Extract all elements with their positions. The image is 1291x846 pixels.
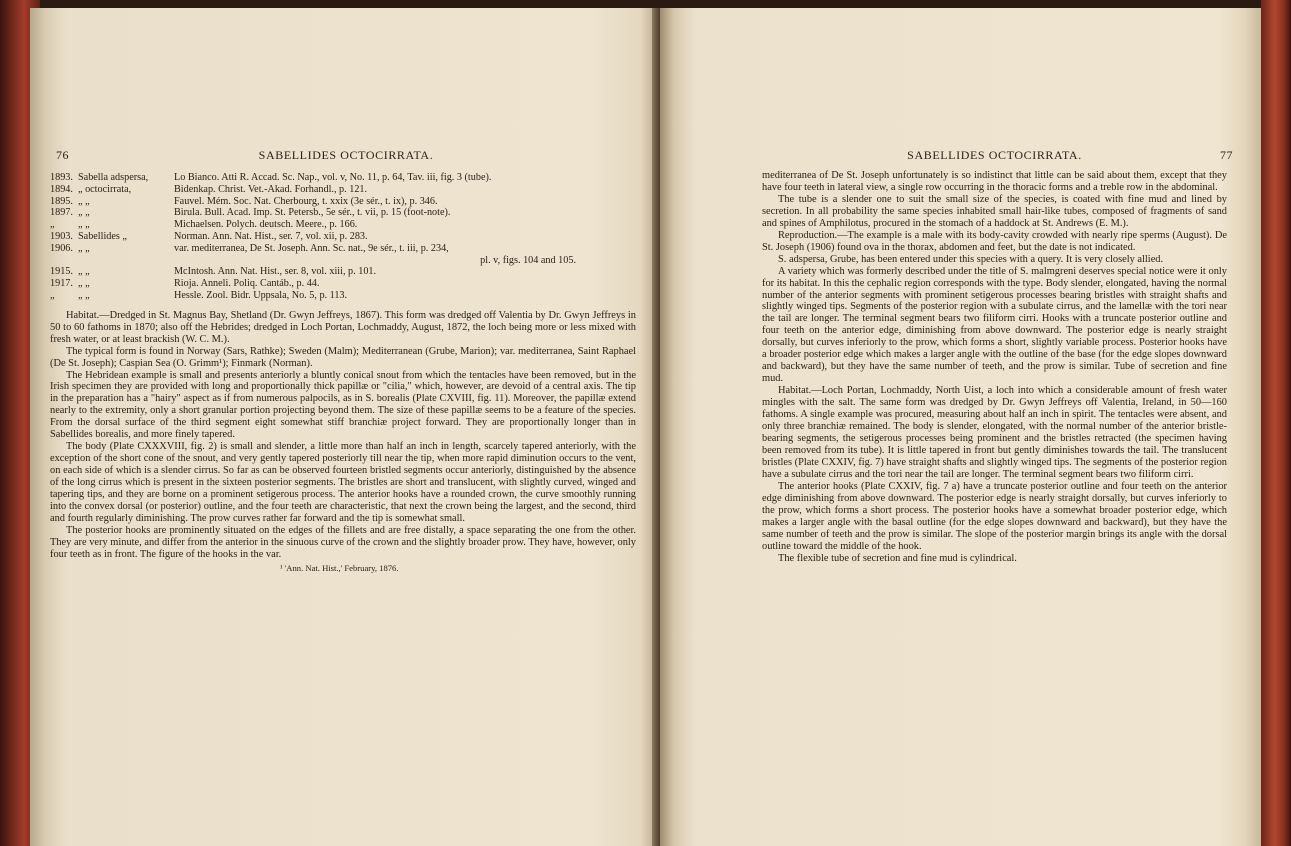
paragraph: The Hebridean example is small and presents anteriorly a bluntly conical snout from which the tentacles have been removed, but in the Irish specimen they are provided with long and proportionally thick papillæ or "cilia," which, however, are devoid of a central axis. The tip in the preparation has a "hairy" aspect as if from numerous palpocils, as in S. borealis (Plate CXVIII, fig. 11). Moreover, the papillæ extend nearly to the extremity, only a short granular portion projecting beyond them. The size of these papillæ seems to be a feature of the species. From the dorsal surface of the third segment eight somewhat stiff branchiæ project forward. They are proportionally longer than in Sabellides borealis, and more finely tapered. [50, 369, 636, 441]
footnote: ¹ 'Ann. Nat. Hist.,' February, 1876. [280, 562, 399, 573]
synonymy-entry: pl. v, figs. 104 and 105. [480, 254, 576, 266]
synonymy-entry: 1893. Sabella adspersa, Lo Bianco. Atti R. Accad. Sc. Nap., vol. v, No. 11, p. 64, Tav. iii, fig. 3 (tube). [50, 172, 492, 183]
synonymy-entry: 1915. „ „ McIntosh. Ann. Nat. Hist., ser. 8, vol. xiii, p. 101. [50, 266, 377, 278]
paragraph: S. adspersa, Grube, has been entered under this species with a query. It is very closely allied. [778, 253, 1164, 265]
right-page [660, 8, 1261, 846]
synonymy-list [50, 172, 636, 302]
left-page [30, 8, 660, 846]
running-title: SABELLIDES OCTOCIRRATA. [907, 148, 1082, 162]
synonymy-entry: 1895. „ „ Fauvel. Mém. Soc. Nat. Cherbourg, t. xxix (3e sér., t. ix), p. 346. [50, 195, 438, 207]
right-body-text [762, 170, 1227, 564]
paragraph: The typical form is found in Norway (Sars, Rathke); Sweden (Malm); Mediterranean (Grube, Marion); var. mediterranea, Saint Raphael (De St. Joseph); Caspian Sea (O. Grimm¹); Finmark (Norman). [50, 345, 636, 369]
left-page-header [56, 148, 636, 170]
running-title: SABELLIDES OCTOCIRRATA. [258, 148, 434, 162]
page-number: 76 [56, 148, 69, 162]
left-body-text [50, 310, 636, 561]
book-cover-right [1261, 0, 1291, 846]
paragraph: The body (Plate CXXXVIII, fig. 2) is small and slender, a little more than half an inch in length, scarcely tapered anteriorly, with the exception of the short cone of the snout, and very gently tapered posteriorly till near the tip, when more rapid diminution occurs to the vent, on each side of which is a slender cirrus. So far as can be observed fourteen bristled segments occur anteriorly, distinguished by the absence of the long cirrus which is present in the sixteen posterior segments. The bristles are short and translucent, with slightly curved, winged and tapering tips, and they are borne on a prominent setigerous process. The anterior hooks have a rounded crown, the curve smoothly running into the convex dorsal (or posterior) outline, and the four teeth are characteristic, that next the crown being the largest, and the second, third and fourth regularly diminishing. The prow curves rather far forward and the tip is somewhat small. [50, 441, 636, 524]
synonymy-entry: „ „ „ Michaelsen. Polych. deutsch. Meere., p. 166. [50, 219, 358, 231]
page-number: 77 [1220, 148, 1233, 162]
synonymy-entry: 1894. „ octocirrata, Bidenkap. Christ. Vet.-Akad. Forhandl., p. 121. [50, 183, 368, 195]
paragraph: The flexible tube of secretion and fine mud is cylindrical. [778, 552, 1017, 564]
paragraph: mediterranea of De St. Joseph unfortunately is so indistinct that little can be said about them, except that they have four teeth in lateral view, a single row occurring in the thoracic forms and a treble row in the abdominal. [762, 170, 1227, 193]
paragraph: A variety which was formerly described under the title of S. malmgreni deserves special notice were it only for its habitat. In this the cephalic region corresponds with the type. Body slender, elongated, having the normal number of the anterior segments with prominent setigerous processes bearing bristles with straight shafts and slightly winged tips. Segments of the posterior region with a subulate cirrus, and the lamellæ with the tori near the tail are longer. The terminal segment bears two filiform cirri. Hooks with a truncate posterior outline and four teeth on the anterior edge, diminishing from above downward. The posterior edge is nearly straight dorsally, but curves inferiorly to the prow, which forms a short, slightly variable process. Posterior hooks have a broader posterior edge which makes a larger angle with the outline of the base (for the edge slopes downward and backward), but they have the same number of teeth, and the prow is similar. Tube of secretion and fine mud. [762, 265, 1227, 385]
synonymy-entry: 1917. „ „ Rioja. Anneli. Poliq. Cantáb., p. 44. [50, 278, 320, 290]
synonymy-entry: 1903. Sabellides „ Norman. Ann. Nat. Hist., ser. 7, vol. xii, p. 283. [50, 230, 368, 242]
paragraph: The posterior hooks are prominently situated on the edges of the fillets and are free distally, a space separating the one from the other. They are very minute, and differ from the anterior in the sinuous curve of the crown and the slightly broader prow. They have, however, only four teeth as in front. The figure of the hooks in the var. [50, 524, 636, 560]
paragraph: The anterior hooks (Plate CXXIV, fig. 7 a) have a truncate posterior outline and four teeth on the anterior edge diminishing from above downward. The posterior edge is nearly straight dorsally, but curves inferiorly to the prow, which forms a short process. The posterior hooks have a somewhat broader posterior edge, which makes a larger angle with the basal outline (for the edge slopes downward and backward), but they have the same number of teeth and the prow is similar. The slope of the posterior margin brings its angle with the dorsal outline toward the middle of the hook. [762, 480, 1227, 552]
synonymy-entry: „ „ „ Hessle. Zool. Bidr. Uppsala, No. 5, p. 113. [50, 289, 348, 301]
synonymy-entry: 1897. „ „ Birula. Bull. Acad. Imp. St. Petersb., 5e sér., t. vii, p. 15 (foot-note). [50, 207, 451, 219]
right-page-header [762, 148, 1233, 170]
paragraph: Reproduction.—The example is a male with its body-cavity crowded with nearly ripe sperms (August). De St. Joseph (1906) found ova in the thorax, abdomen and feet, but the date is not indicated. [762, 229, 1227, 253]
paragraph: The tube is a slender one to suit the small size of the species, is coated with fine mud and lined by secretion. In all probability the same species inhabited small hair-like tubes, composed of fragments of sand and spines of Amphilotus, procured in the stomach of a haddock at St. Andrews (E. M.). [762, 193, 1227, 229]
synonymy-entry: 1906. „ „ var. mediterranea, De St. Joseph. Ann. Sc. nat., 9e sér., t. iii, p. 234, [50, 242, 449, 254]
paragraph: Habitat.—Dredged in St. Magnus Bay, Shetland (Dr. Gwyn Jeffreys, 1867). This form was dredged off Valentia by Dr. Gwyn Jeffreys in 50 to 60 fathoms in 1870; also off the Hebrides; dredged in Loch Portan, Lochmaddy, August, 1872, the loch being more or less mixed with fresh water, or at least brackish (W. C. M.). [50, 309, 636, 345]
paragraph: Habitat.—Loch Portan, Lochmaddy, North Uist, a loch into which a considerable amount of fresh water mingles with the salt. The same form was dredged by Dr. Gwyn Jeffreys off Valentia, Ireland, in 50—160 fathoms. A single example was procured, measuring about half an inch in spirit. The tentacles were absent, and only three branchiæ remained. The body is slender, elongated, with the normal number of the anterior bristle-bearing segments, the setigerous processes being prominent and the bristles retracted (the specimen having been removed from its tube). It is little tapered in front but gently diminishes towards the tail. The translucent bristles (Plate CXXIV, fig. 7) have straight shafts and slightly winged tips. The segments of the posterior region have a subulate cirrus and the tori near the tail are longer. The terminal segment bears two filiform cirri. [762, 385, 1227, 480]
